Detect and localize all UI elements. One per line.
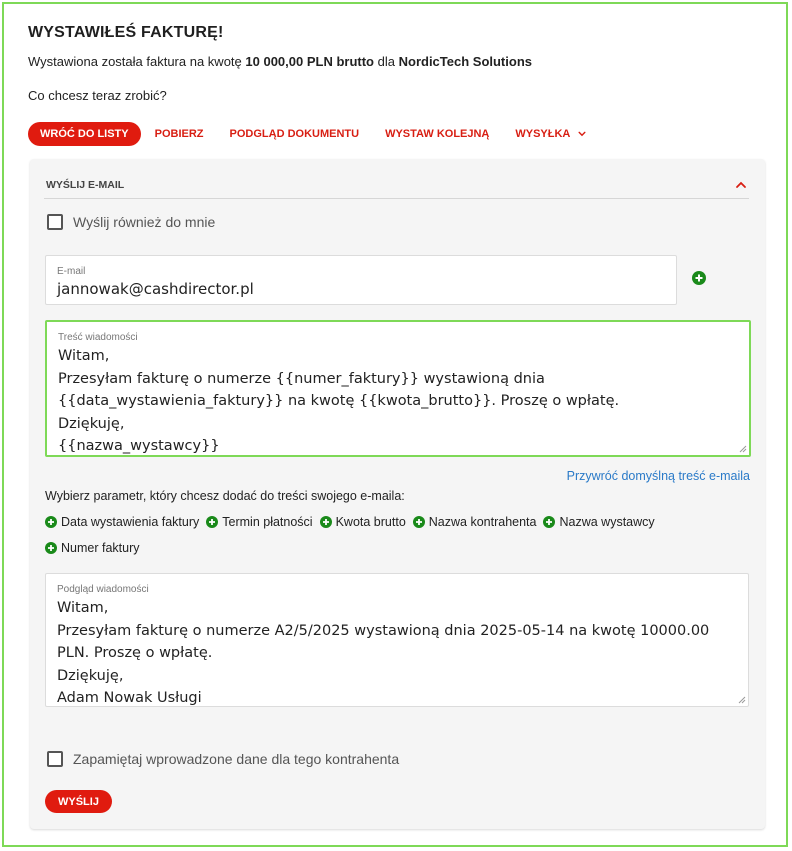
param-chip-gross-amount[interactable] <box>320 514 406 530</box>
message-line: Przesyłam fakturę o numerze {{numer_faktury}} wystawioną dnia {{data_wystawienia_faktury}} na kwotę {{kwota_brutto}}. Proszę o wpłatę. <box>58 370 620 409</box>
resize-handle-icon[interactable] <box>739 445 747 453</box>
invoice-summary <box>28 54 532 69</box>
chevron-down-icon <box>578 130 586 138</box>
invoice-amount: 10 000,00 PLN brutto <box>245 54 374 69</box>
panel-title: WYŚLIJ E-MAIL <box>46 179 125 191</box>
next-step-question: Co chcesz teraz zrobić? <box>28 88 167 103</box>
plus-circle-icon <box>45 516 57 528</box>
param-label: Data wystawienia faktury <box>61 515 200 529</box>
summary-prefix: Wystawiona została faktura na kwotę <box>28 54 242 69</box>
plus-circle-icon <box>45 542 57 554</box>
panel-header <box>44 179 749 199</box>
param-chip-contractor-name[interactable] <box>413 514 537 530</box>
preview-line: Witam, <box>57 600 109 616</box>
message-preview-label: Podgląd wiadomości <box>57 584 149 595</box>
message-line: Dziękuję, <box>58 415 125 432</box>
action-bar <box>28 122 586 146</box>
param-label: Nazwa kontrahenta <box>428 515 537 529</box>
message-preview-textarea[interactable] <box>45 573 749 707</box>
message-body-content[interactable] <box>58 345 741 458</box>
resize-handle-icon[interactable] <box>738 696 746 704</box>
message-body-textarea[interactable] <box>45 320 751 457</box>
shipping-label: WYSYŁKA <box>515 128 571 140</box>
restore-default-email-link[interactable]: Przywróć domyślną treść e-maila <box>566 469 750 483</box>
param-chip-invoice-number[interactable] <box>45 540 140 556</box>
back-to-list-button[interactable]: WRÓĆ DO LISTY <box>28 122 141 146</box>
client-name: NordicTech Solutions <box>398 54 532 69</box>
remember-data-label: Zapamiętaj wprowadzone dane dla tego kontrahenta <box>73 751 400 767</box>
param-label: Kwota brutto <box>335 515 406 529</box>
param-chip-issue-date[interactable] <box>45 514 199 530</box>
send-email-button[interactable]: WYŚLIJ <box>45 790 112 813</box>
message-preview-content <box>57 597 740 710</box>
param-label: Nazwa wystawcy <box>559 515 655 529</box>
issue-next-link[interactable]: WYSTAW KOLEJNĄ <box>385 128 490 140</box>
plus-circle-icon <box>543 516 555 528</box>
send-email-panel <box>30 159 765 829</box>
preview-line: Dziękuję, <box>57 667 124 684</box>
params-instruction: Wybierz parametr, który chcesz dodać do treści swojego e-maila: <box>45 489 405 503</box>
plus-circle-icon <box>320 516 332 528</box>
shipping-dropdown[interactable] <box>515 128 586 140</box>
param-chip-issuer-name[interactable] <box>543 514 654 530</box>
preview-line: Przesyłam fakturę o numerze A2/5/2025 wystawioną dnia 2025-05-14 na kwotę 10000.00 PLN. Proszę o wpłatę. <box>57 622 714 661</box>
param-chip-payment-term[interactable] <box>206 514 312 530</box>
param-list <box>45 514 745 556</box>
message-line: {{nazwa_wystawcy}} <box>58 438 220 454</box>
message-body-label: Treść wiadomości <box>58 332 138 343</box>
download-link[interactable]: POBIERZ <box>154 128 204 140</box>
email-field[interactable] <box>45 255 677 305</box>
add-email-icon[interactable] <box>692 271 706 285</box>
send-copy-to-me-label: Wyślij również do mnie <box>73 214 216 230</box>
email-field-label: E-mail <box>57 266 86 277</box>
send-copy-to-me-checkbox[interactable] <box>47 214 63 230</box>
message-line: Witam, <box>58 348 110 364</box>
remember-data-row[interactable] <box>47 751 399 767</box>
param-label: Numer faktury <box>61 541 140 555</box>
page-title: WYSTAWIŁEŚ FAKTURĘ! <box>28 24 224 41</box>
plus-circle-icon <box>413 516 425 528</box>
remember-data-checkbox[interactable] <box>47 751 63 767</box>
send-copy-to-me-row[interactable] <box>47 214 215 230</box>
summary-middle: dla <box>377 54 395 69</box>
preview-document-link[interactable]: PODGLĄD DOKUMENTU <box>229 128 360 140</box>
chevron-up-icon[interactable] <box>735 179 747 191</box>
preview-line: Adam Nowak Usługi <box>57 690 202 706</box>
invoice-issued-dialog <box>2 2 788 847</box>
param-label: Termin płatności <box>222 515 313 529</box>
plus-circle-icon <box>206 516 218 528</box>
email-field-value[interactable]: jannowak@cashdirector.pl <box>57 280 254 298</box>
